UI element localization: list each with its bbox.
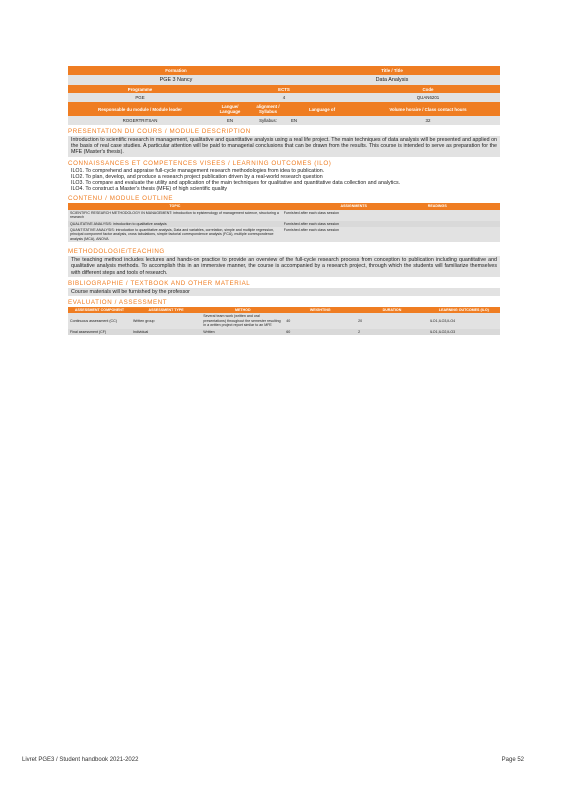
responsable-label: Responsable du module / Module leader [98,106,182,112]
method-cell: Several team work (written and oral presentations) throughout the semester resulting in a written project report similar to an MFE [203,314,281,328]
responsable-label-row [68,102,500,116]
component-header: ASSESSMENT COMPONENT [68,307,131,313]
content-heading: CONTENU / MODULE OUTLINE [68,195,174,203]
volume-label: Volume horaire / Class contact hours [389,106,467,112]
duration-header: DURATION [356,307,428,313]
header-label-row [68,66,500,75]
component-cell: Final assessment (CF) [70,329,107,334]
syllabus-label: Syllabus: [259,118,277,123]
weighting-header: WEIGHTING [284,307,356,313]
outcome-item: ILO4. To construct a Master's thesis (MFE) of high scientific quality [71,186,228,193]
assignment-cell: Furnished after each class session [283,210,340,215]
ilo-cell: ILO1,ILO3,ILO4 [429,318,456,323]
footer-handbook: Livret PGE3 / Student handbook 2021-2022 [22,757,139,763]
duration-cell: 2 [358,329,361,334]
programme-label-row [68,85,500,93]
evaluation-table [68,307,500,335]
formation-label: Formation [165,68,187,73]
evaluation-heading: EVALUATION / ASSESSMENT [68,299,168,307]
duration-cell: 20 [358,318,363,323]
programme-value: PGE [135,95,145,100]
responsable-value-row [68,116,500,125]
code-label: Code [422,86,434,92]
ects-label: ECTS [278,86,290,92]
responsable-value: ROGERTRITSAN [122,118,158,123]
table-row [68,329,500,335]
ects-value: 4 [282,95,286,100]
topic-cell: QUALITATIVE ANALYSIS: introduction to qualitative analysis [70,221,167,226]
assignments-header: ASSIGNMENTS [282,203,426,209]
alignment-label: alignment / Syllabus [256,104,280,114]
reading-cell [426,227,500,242]
programme-value-row [68,93,500,102]
title-value: Data Analysis [375,77,409,83]
formation-value: PGE 3 Nancy [159,77,193,83]
type-cell: Individual [132,329,149,334]
readings-header: READINGS [426,203,500,209]
type-cell: Written group [132,318,155,323]
topic-cell: QUANTITATIVE ANALYSIS: introduction to quantitative analysis, Data and variables, correlation, simple and multiple regression, principal component factor analysis, cross tabulations, simple factorial correspondence analysis (FCA), multiple correspondence analysis (MCA), ANOVA [70,228,274,241]
topic-cell: SCIENTIFIC RESEARCH METHODOLOGY IN MANAGEMENT: introduction to epistemology of management science, structuring a research [70,210,279,220]
language-of-label: Language of [308,106,336,112]
header-value-row [68,75,500,85]
assignment-cell: Furnished after each class session [283,221,340,226]
method-header: METHOD [201,307,284,313]
table-row [68,313,500,328]
syllabus-value: EN [291,118,298,123]
methodology-text: The teaching method includes lectures and hands-on practice to provide an overview of the full-cycle research process from conception to publication including quantitative and qualitative analysis methods. To accomplish this in an immersive manner, the course is accompanied by a research project, through which the students will familiarize themselves with different steps and tools of research. [68,256,500,277]
langue-value: EN [226,118,234,123]
ilo-cell: ILO1,ILO2,ILO3 [429,329,456,334]
weighting-cell: 60 [286,329,291,334]
methodology-heading: METHODOLOGIE/TEACHING [68,248,165,256]
outcome-item: ILO3. To compare and evaluate the utility and application of the main techniques for qualitative and quantitative data collection and analytics. [71,180,401,187]
weighting-cell: 40 [286,318,291,323]
hours-value: 32 [425,118,431,123]
title-label: Title / Title [381,68,403,73]
component-cell: Continuous assessment (CC) [70,318,117,323]
outcomes-list [68,168,500,193]
code-value: QUAN6201 [416,95,440,100]
programme-label: Programme [127,86,153,92]
assignment-cell: Furnished after each class session [283,228,340,233]
outcome-item: ILO1. To comprehend and appraise full-cycle management research methodologies from idea to publication. [71,167,325,174]
reading-cell [426,210,500,221]
langue-label: Langue/ Language [219,104,241,114]
bibliography-text: Course materials will be furnished by the professor [68,288,500,296]
bibliography-heading: BIBLIOGRAPHIE / TEXTBOOK AND OTHER MATERIAL [68,279,251,287]
content-table [68,203,500,242]
presentation-heading: PRESENTATION DU COURS / MODULE DESCRIPTION [68,128,251,135]
topic-header: TOPIC [68,203,282,209]
presentation-text: Introduction to scientific research in management, qualitative and quantitative analysis using a real life project. The main techniques of data analysis will be presented and applied on the basis of real case studies. A particular attention will be paid to managerial conclusions that can be drawn from the results. This course is intended to serve as preparation for the MFE (Master's thesis). [68,136,500,157]
table-row [68,210,500,221]
method-cell: Written [203,329,215,334]
type-header: ASSESSMENT TYPE [131,307,201,313]
table-row [68,227,500,242]
module-sheet [68,66,500,335]
footer-page-number: Page 52 [501,757,524,763]
ilo-header: LEARNING OUTCOMES (ILO) [428,307,500,313]
outcome-item: ILO2. To plan, develop, and produce a research project publication driven by a real-world research question [71,173,323,180]
outcomes-heading: CONNAISSANCES ET COMPETENCES VISEES / LEARNING OUTCOMES (ILO) [68,159,332,167]
